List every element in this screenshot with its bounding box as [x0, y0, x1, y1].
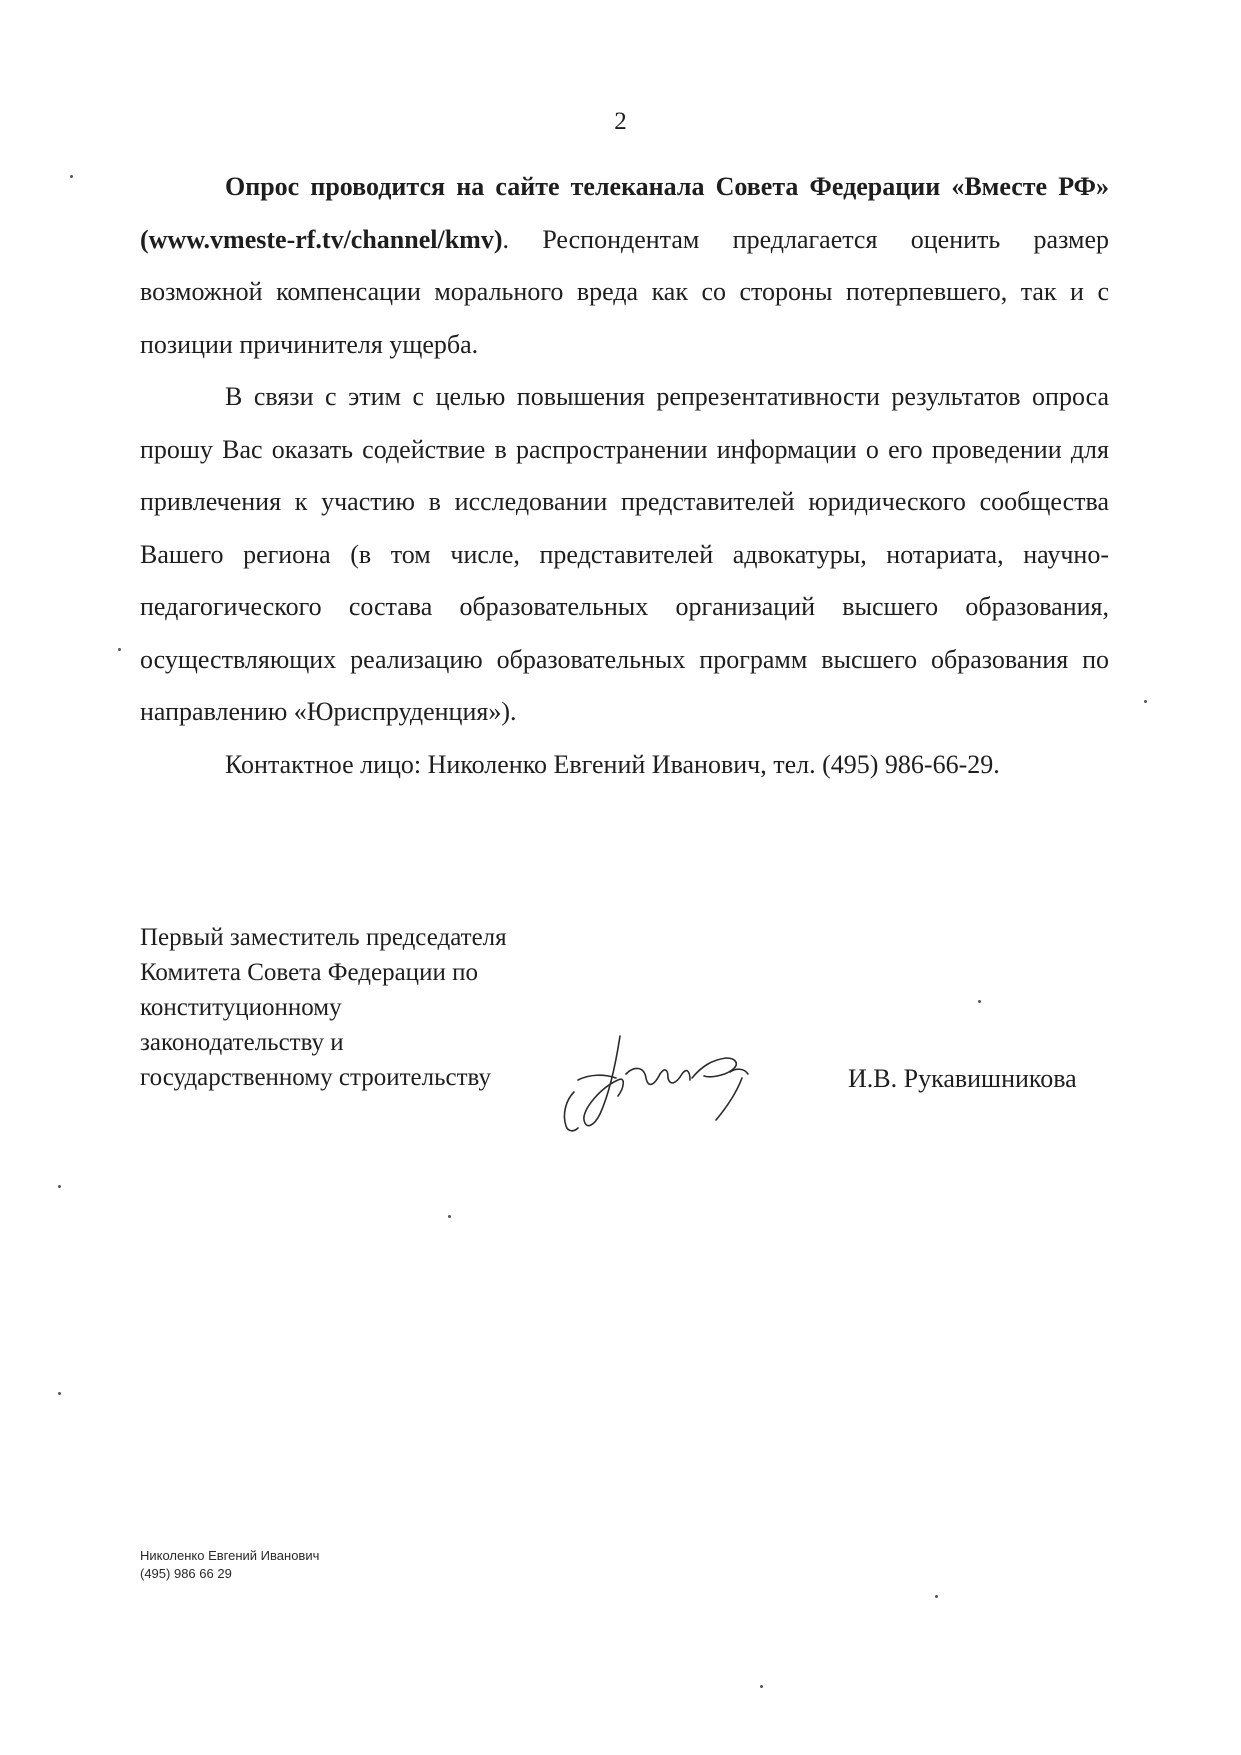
scan-speck: [118, 648, 121, 651]
executor-contact: [140, 1547, 319, 1583]
letter-body: [140, 161, 1109, 791]
executor-name: Николенко Евгений Иванович: [140, 1548, 320, 1563]
scan-speck: [70, 175, 73, 178]
signer-name: И.В. Рукавишникова: [848, 1064, 1077, 1093]
position-line: законодательству и: [140, 1029, 344, 1056]
position-line: Первый заместитель председателя: [140, 924, 507, 951]
handwritten-signature: [560, 1022, 800, 1142]
position-line: конституционному: [140, 994, 342, 1021]
scan-speck: [1144, 700, 1147, 703]
page-number: 2: [614, 108, 627, 135]
scan-speck: [760, 1685, 763, 1688]
survey-description-text: . Респондентам предлагается оценить размер возможной компенсации морального вреда как со стороны потерпевшего, так и с позиции причинителя ущерба.: [140, 224, 1109, 359]
paragraph-contact: Контактное лицо: Николенко Евгений Иванович, тел. (495) 986-66-29.: [225, 749, 1000, 779]
executor-phone: (495) 986 66 29: [140, 1566, 232, 1581]
scan-speck: [58, 1392, 61, 1395]
survey-site-text: Опрос проводится на сайте телеканала Совета Федерации «Вместе РФ» (www.vmeste-rf.tv/channel/kmv): [140, 172, 1109, 254]
scan-speck: [448, 1215, 451, 1218]
scan-speck: [978, 1000, 981, 1003]
paragraph-survey-info: [140, 161, 1109, 371]
position-line: Комитета Совета Федерации по: [140, 959, 478, 986]
scan-speck: [935, 1595, 938, 1598]
paragraph-request: В связи с этим с целью повышения репрезентативности результатов опроса прошу Вас оказать содействие в распространении информации о его проведении для привлечения к участию в исследовании представителей юридического сообщества Вашего региона (в том числе, представителей адвокатуры, нотариата, научно-педагогического состава образовательных организаций высшего образования, осуществляющих реализацию образовательных программ высшего образования по направлению «Юриспруденция»).: [140, 382, 1109, 726]
scan-speck: [58, 1185, 61, 1188]
position-line: государственному строительству: [140, 1064, 491, 1091]
signatory-position: [140, 920, 507, 1095]
